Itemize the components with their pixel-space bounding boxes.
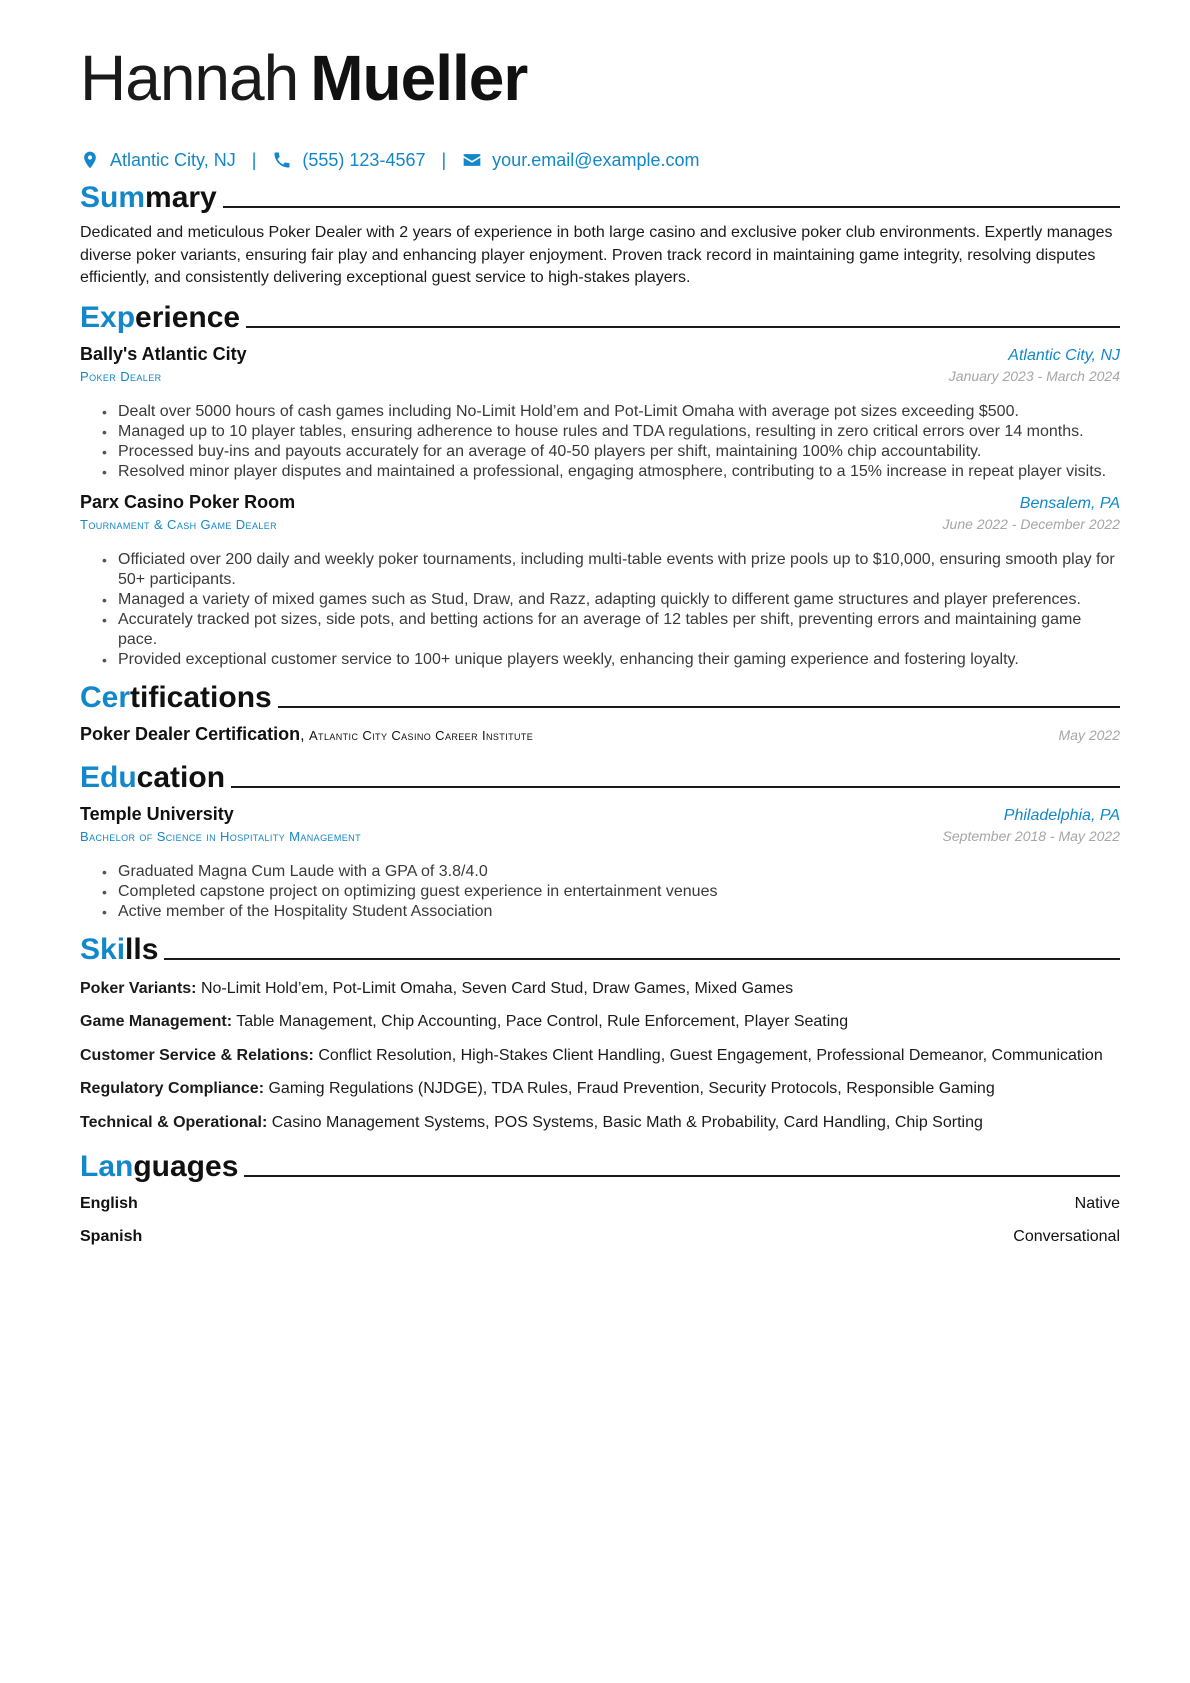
contact-bar [80, 146, 1120, 174]
skill-label: Technical & Operational: [80, 1113, 268, 1131]
list-item: • Officiated over 200 daily and weekly poker tournaments, including multi-table events with prize pools up to $10,000, ensuring smooth play for 50+ participants. [118, 550, 1120, 590]
list-item: • Resolved minor player disputes and maintained a professional, engaging atmosphere, contributing to a 15% increase in repeat player visits. [118, 462, 1120, 482]
last-name: Mueller [310, 42, 528, 114]
language-name: English [80, 1195, 138, 1212]
job-employer: Bally's Atlantic City [80, 343, 247, 364]
skill-row [80, 1078, 1120, 1101]
section-title: Certifications [80, 680, 272, 714]
list-item: • Accurately tracked pot sizes, side pots, and betting actions for an average of 12 tables per shift, preventing errors and maintaining game pace. [118, 610, 1120, 650]
section-certifications [80, 676, 1120, 716]
language-level: Native [1074, 1195, 1120, 1212]
candidate-name [80, 36, 1120, 120]
contact-separator: | [441, 149, 447, 170]
location-text: Atlantic City, NJ [110, 149, 236, 170]
summary-text: Dedicated and meticulous Poker Dealer with 2 years of experience in both large casino and exclusive poker club environments. Expertly manages diverse poker variants, ensuring fair play and enhancing player enjoyment. Proven track record in maintaining game integrity, resolving disputes efficiently, and consistently delivering exceptional guest service to high-stakes players. [80, 224, 1113, 286]
language-name: Spanish [80, 1228, 143, 1245]
skill-values: No-Limit Hold’em, Pot-Limit Omaha, Seven Card Stud, Draw Games, Mixed Games [200, 979, 794, 997]
section-title: Languages [80, 1150, 239, 1183]
job-title: Tournament & Cash Game Dealer [80, 516, 278, 532]
education-entry [80, 804, 1120, 922]
degree: Bachelor of Science in Hospitality Management [80, 828, 361, 844]
skill-values: Table Management, Chip Accounting, Pace Control, Rule Enforcement, Player Seating [236, 1013, 849, 1030]
contact-separator: | [251, 149, 257, 170]
list-item: • Graduated Magna Cum Laude with a GPA of 3.8/4.0 [118, 862, 1120, 882]
skills-list [80, 978, 1120, 1135]
skill-label: Customer Service & Relations: [80, 1046, 314, 1064]
job-title: Poker Dealer [80, 368, 162, 384]
education-bullets [80, 862, 1120, 922]
section-title: Experience [80, 300, 241, 334]
section-title: Summary [80, 181, 217, 214]
language-row [80, 1195, 1120, 1217]
language-row [80, 1228, 1120, 1250]
section-title: Skills [80, 932, 159, 966]
certification-comma: , [300, 726, 305, 744]
certification-institution: Atlantic City Casino Career Institute [308, 727, 534, 743]
certification-date: May 2022 [1058, 726, 1120, 743]
skill-row [80, 1112, 1120, 1135]
job-dates: January 2023 - March 2024 [948, 367, 1120, 384]
section-rule [244, 1175, 1120, 1177]
section-rule [164, 958, 1120, 960]
resume-page [80, 36, 1120, 1261]
section-rule [223, 206, 1120, 208]
section-rule [278, 706, 1120, 708]
education-dates: September 2018 - May 2022 [942, 827, 1120, 844]
skill-values: Conflict Resolution, High-Stakes Client Handling, Guest Engagement, Professional Demeanor, Communication [318, 1046, 1103, 1064]
section-languages [80, 1145, 1120, 1185]
languages-list [80, 1195, 1120, 1250]
list-item: • Completed capstone project on optimizing guest experience in entertainment venues [118, 882, 1120, 902]
list-item: • Provided exceptional customer service to 100+ unique players weekly, enhancing their gaming experience and fostering loyalty. [118, 650, 1120, 670]
section-education [80, 756, 1120, 796]
section-experience [80, 296, 1120, 336]
certification-entry [80, 724, 1120, 750]
job-dates: June 2022 - December 2022 [942, 515, 1120, 532]
skill-row [80, 978, 1120, 1001]
skill-values: Casino Management Systems, POS Systems, Basic Math & Probability, Card Handling, Chip Sorting [271, 1113, 983, 1131]
school-location: Philadelphia, PA [1003, 806, 1120, 824]
list-item: • Managed a variety of mixed games such as Stud, Draw, and Razz, adapting quickly to different game structures and player preferences. [118, 590, 1120, 610]
contact-email[interactable] [462, 150, 699, 171]
phone-text: (555) 123-4567 [302, 149, 426, 170]
certification-name: Poker Dealer Certification [80, 723, 301, 744]
job-bullets [80, 402, 1120, 482]
list-item: • Active member of the Hospitality Student Association [118, 902, 1120, 922]
section-rule [231, 786, 1120, 788]
job-location: Atlantic City, NJ [1008, 346, 1120, 364]
job-entry [80, 492, 1120, 670]
skill-label: Poker Variants: [80, 979, 197, 997]
skill-label: Game Management: [80, 1013, 233, 1030]
email-link[interactable]: your.email@example.com [492, 149, 700, 170]
list-item: • Dealt over 5000 hours of cash games including No-Limit Hold’em and Pot-Limit Omaha with average pot sizes exceeding $500. [118, 402, 1120, 422]
skill-label: Regulatory Compliance: [80, 1080, 265, 1097]
skill-values: Gaming Regulations (NJDGE), TDA Rules, Fraud Prevention, Security Protocols, Responsible Gaming [268, 1080, 995, 1097]
section-title: Education [80, 760, 226, 794]
contact-location [80, 150, 236, 171]
skill-row [80, 1011, 1120, 1034]
phone-icon [272, 150, 292, 170]
contact-phone[interactable] [272, 150, 425, 171]
language-level: Conversational [1013, 1228, 1120, 1245]
section-summary [80, 176, 1120, 216]
school-name: Temple University [80, 803, 234, 824]
skill-row [80, 1045, 1120, 1068]
first-name: Hannah [80, 42, 299, 114]
job-entry [80, 344, 1120, 482]
list-item: • Managed up to 10 player tables, ensuring adherence to house rules and TDA regulations, resulting in zero critical errors over 14 months. [118, 422, 1120, 442]
job-employer: Parx Casino Poker Room [80, 491, 296, 512]
job-location: Bensalem, PA [1019, 494, 1120, 512]
section-rule [246, 326, 1120, 328]
map-pin-icon [80, 150, 100, 170]
job-bullets [80, 550, 1120, 670]
envelope-icon [462, 150, 482, 170]
list-item: • Processed buy-ins and payouts accurately for an average of 40-50 players per shift, maintaining 100% chip accountability. [118, 442, 1120, 462]
section-skills [80, 928, 1120, 968]
